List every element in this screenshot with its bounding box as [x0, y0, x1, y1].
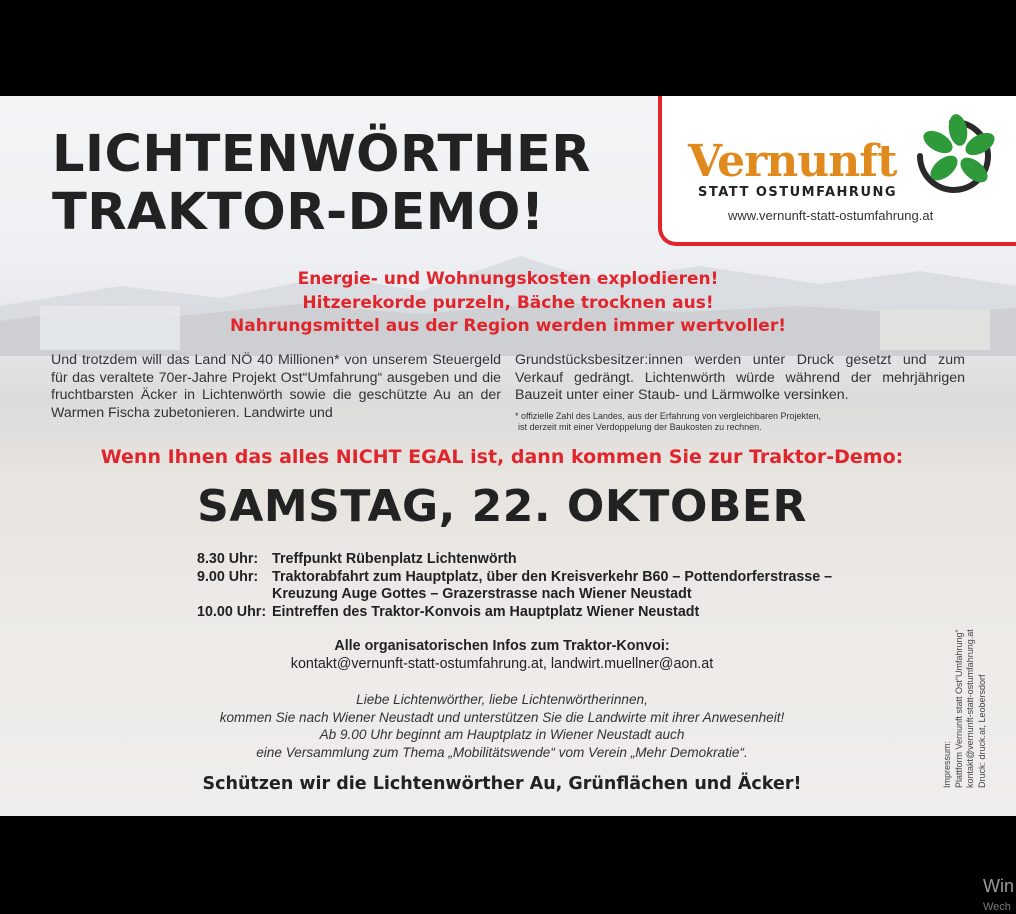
headline-statements	[0, 268, 1016, 339]
body-text-left: Und trotzdem will das Land NÖ 40 Millionen* von unserem Steuergeld für das veraltete 70er-Jahre Projekt Ost“Umfahrung“ ausgeben und die fruchtbarsten Äcker in Lichtenwörth sowie die geschützte Au an der Warmen Fischa zubetonieren. Landwirte und	[51, 352, 501, 421]
logo-subtitle: STATT OSTUMFAHRUNG	[698, 185, 898, 200]
schedule	[197, 551, 892, 621]
schedule-row	[197, 569, 892, 604]
invitation-line: eine Versammlung zum Thema „Mobilitätswende“ vom Verein „Mehr Demokratie“.	[256, 744, 748, 760]
footnote-line-2: ist derzeit mit einer Verdoppelung der Baukosten zu rechnen.	[518, 421, 762, 432]
impressum-line: Plattform Vernunft statt Ost“Umfahrung“	[953, 629, 964, 788]
statement-line: Energie- und Wohnungskosten explodieren!	[297, 269, 719, 289]
invitation-text	[0, 691, 1004, 761]
closing-slogan: Schützen wir die Lichtenwörther Au, Grünflächen und Äcker!	[202, 774, 802, 794]
title-line-2: TRAKTOR-DEMO!	[52, 183, 545, 242]
schedule-time: 10.00 Uhr:	[197, 603, 267, 620]
schedule-row	[197, 604, 892, 622]
org-heading: Alle organisatorischen Infos zum Traktor-Konvoi:	[334, 638, 670, 654]
logo-wordmark: Vernunft	[688, 136, 897, 187]
logo-url: www.vernunft-statt-ostumfahrung.at	[728, 208, 934, 223]
activation-watermark-title: Win	[983, 876, 1014, 896]
organisation-info	[0, 638, 1004, 673]
statement-line: Nahrungsmittel aus der Region werden immer wertvoller!	[230, 316, 786, 336]
call-to-action: Wenn Ihnen das alles NICHT EGAL ist, dann kommen Sie zur Traktor-Demo:	[100, 446, 904, 468]
leaf-circle-icon	[900, 110, 1010, 202]
schedule-text: Eintreffen des Traktor-Konvois am Hauptplatz Wiener Neustadt	[272, 603, 700, 620]
invitation-line: Ab 9.00 Uhr beginnt am Hauptplatz in Wiener Neustadt auch	[319, 727, 685, 743]
impressum	[942, 629, 988, 788]
title-line-1: LICHTENWÖRTHER	[52, 125, 592, 184]
body-text-right-column	[515, 352, 965, 433]
activation-watermark-subtitle: Wech	[983, 901, 1011, 913]
impressum-line: Druck: druck.at, Leobersdorf	[976, 674, 987, 788]
impressum-line: kontakt@vernunft-statt-ostumfahrung.at	[965, 629, 975, 788]
invitation-line: kommen Sie nach Wiener Neustadt und unterstützen Sie die Landwirte mit ihrer Anwesenheit!	[219, 709, 785, 725]
schedule-time: 8.30 Uhr:	[197, 551, 259, 567]
main-title	[52, 126, 591, 242]
org-contacts: kontakt@vernunft-statt-ostumfahrung.at, landwirt.muellner@aon.at	[290, 655, 714, 672]
impressum-line: Impressum:	[942, 740, 952, 788]
body-text-right: Grundstücksbesitzer:innen werden unter Druck gesetzt und zum Verkauf gedrängt. Lichtenwörth würde während der mehrjährigen Bauzeit unter einer Staub- und Lärmwolke versinken.	[515, 352, 965, 403]
flyer	[0, 96, 1016, 816]
schedule-text: Treffpunkt Rübenplatz Lichtenwörth	[272, 551, 517, 567]
schedule-time: 9.00 Uhr:	[197, 568, 259, 585]
footnote-line-1: * offizielle Zahl des Landes, aus der Erfahrung von vergleichbaren Projekten,	[515, 410, 822, 421]
logo-panel	[658, 96, 1016, 246]
schedule-text: Traktorabfahrt zum Hauptplatz, über den Kreisverkehr B60 – Pottendorferstrasse – Kreuzung Auge Gottes – Grazerstrasse nach Wiener Neustadt	[272, 568, 833, 602]
statement-line: Hitzerekorde purzeln, Bäche trocknen aus!	[302, 292, 714, 313]
event-date: SAMSTAG, 22. OKTOBER	[197, 481, 807, 532]
schedule-row	[197, 551, 892, 569]
footnote	[515, 411, 965, 433]
invitation-line: Liebe Lichtenwörther, liebe Lichtenwörtherinnen,	[356, 692, 648, 707]
